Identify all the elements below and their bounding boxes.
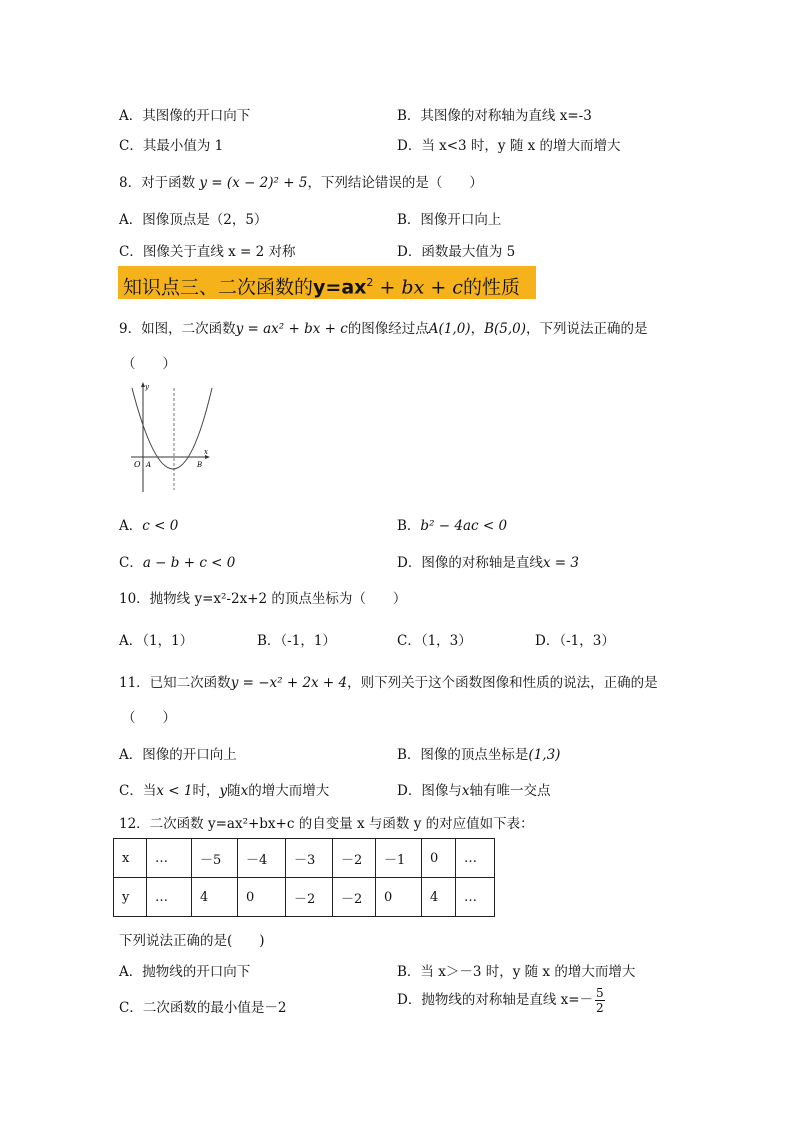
section-heading [118, 266, 536, 299]
table-cell: … [147, 839, 192, 878]
q9-point-a: A(1,0) [428, 321, 471, 337]
table-cell: … [456, 878, 495, 917]
q9-option-a-label: A． [119, 518, 143, 534]
q11-option-d-pre: D．图像与 [397, 783, 462, 799]
q11-paren: （ ） [122, 710, 176, 726]
table-cell: 0 [238, 878, 286, 917]
q9-stem-post: ，下列说法正确的是 [526, 321, 648, 337]
q9-option-d-math: x = 3 [542, 555, 579, 571]
q9-option-c-label: C． [119, 555, 143, 571]
q7-option-c: C．其最小值为 1 [119, 138, 224, 154]
section-heading-formula-a: y=ax [313, 276, 367, 299]
q12-option-a: A．抛物线的开口向下 [119, 964, 251, 980]
q9-paren: （ ） [122, 356, 176, 372]
table-cell: －2 [333, 878, 376, 917]
q9-sep: ， [470, 321, 485, 337]
q12-stem: 12．二次函数 y=ax²+bx+c 的自变量 x 与函数 y 的对应值如下表： [119, 816, 534, 832]
q12-option-b: B．当 x＞－3 时，y 随 x 的增大而增大 [397, 964, 636, 980]
table-cell: －3 [286, 839, 333, 878]
q11-option-c-math: x < 1 [156, 783, 193, 799]
q8-formula: y = (x − 2)² + 5 [199, 175, 308, 191]
section-heading-prefix: 知识点三、二次函数的 [123, 276, 314, 299]
q8-option-d: D．函数最大值为 5 [397, 244, 516, 260]
table-cell: y [114, 878, 147, 917]
q12-option-d-pre: D．抛物线的对称轴是直线 x=－ [397, 992, 594, 1008]
y-axis-label: y [145, 383, 149, 391]
q7-option-d: D．当 x<3 时，y 随 x 的增大而增大 [397, 138, 621, 154]
q9-option-b-math: b² − 4ac < 0 [420, 518, 508, 534]
table-cell: x [114, 839, 147, 878]
q11-option-d-post: 轴有唯一交点 [469, 783, 551, 799]
q11-option-d-x: x [461, 783, 470, 799]
origin-label: O [134, 460, 141, 469]
table-cell: －5 [192, 839, 238, 878]
table-cell: －2 [333, 839, 376, 878]
q9-option-c [119, 551, 235, 571]
table-cell: 4 [192, 878, 238, 917]
point-a-label: A [146, 461, 152, 469]
q8-option-b: B．图像开口向上 [397, 212, 502, 228]
table-row-x [114, 839, 495, 878]
q11-option-d [397, 779, 550, 799]
q12-option-d-fraction [595, 986, 605, 1015]
q11-option-c [119, 779, 329, 799]
table-cell: 4 [422, 878, 456, 917]
q9-option-b [397, 514, 507, 534]
q11-option-c-mid: 时， [192, 783, 220, 799]
q11-option-c-y: y [219, 783, 228, 799]
table-cell: 0 [376, 878, 422, 917]
q8-option-c: C．图像关于直线 x = 2 对称 [119, 244, 296, 260]
table-cell: －4 [238, 839, 286, 878]
q9-stem-mid: 的图像经过点 [347, 321, 429, 337]
q11-option-c-post: 的增大而增大 [248, 783, 330, 799]
x-axis-label: x [204, 448, 208, 456]
table-row-y [114, 878, 495, 917]
q9-option-d-label: D．图像的对称轴是直线 [397, 555, 543, 571]
q11-option-b-label: B．图像的顶点坐标是 [397, 747, 529, 763]
q11-option-c-pre: C．当 [119, 783, 157, 799]
q12-value-table [113, 838, 495, 917]
q9-parabola-figure [126, 380, 218, 495]
q9-option-b-label: B． [397, 518, 421, 534]
q9-point-b: B(5,0) [484, 321, 526, 337]
q9-option-c-math: a − b + c < 0 [142, 555, 236, 571]
q8-stem-pre: 8．对于函数 [119, 175, 196, 191]
table-cell: －2 [286, 878, 333, 917]
q9-option-d [397, 551, 579, 571]
point-b-label: B [197, 461, 203, 469]
section-heading-formula-b: + bx + c [373, 276, 463, 299]
q9-option-a [119, 514, 178, 534]
q11-option-c-mid2: 随 [227, 783, 241, 799]
q8-stem [119, 171, 483, 191]
section-heading-suffix: 的性质 [462, 276, 520, 299]
q11-stem-post: ，则下列关于这个函数图像和性质的说法，正确的是 [347, 675, 658, 691]
q9-stem-pre: 9．如图，二次函数 [119, 321, 236, 337]
table-cell: 0 [422, 839, 456, 878]
table-cell: … [147, 878, 192, 917]
q11-formula: y = −x² + 2x + 4 [230, 675, 348, 691]
q12-option-d [397, 986, 605, 1015]
q8-stem-post: ，下列结论错误的是（ ） [307, 175, 483, 191]
q10-option-a: A．（1，1） [119, 633, 194, 649]
q10-option-c: C．（1，3） [397, 633, 472, 649]
q12-option-c: C．二次函数的最小值是－2 [119, 1000, 287, 1016]
q9-option-a-math: c < 0 [142, 518, 179, 534]
q10-option-b: B．（-1，1） [257, 633, 336, 649]
q11-option-c-x: x [240, 783, 249, 799]
q10-option-d: D．（-1，3） [535, 633, 615, 649]
q11-stem-pre: 11．已知二次函数 [119, 675, 231, 691]
q11-option-b-math: (1,3) [528, 747, 561, 763]
q12-prompt: 下列说法正确的是( ) [119, 933, 265, 949]
q11-option-a: A．图像的开口向上 [119, 747, 237, 763]
q11-option-b [397, 743, 560, 763]
table-cell: … [456, 839, 495, 878]
q7-option-b: B．其图像的对称轴为直线 x=-3 [397, 108, 592, 124]
q9-formula: y = ax² + bx + c [235, 321, 348, 337]
section-heading-sup: 2 [366, 276, 374, 289]
fraction-denominator: 2 [596, 1001, 604, 1015]
q7-option-a: A．其图像的开口向下 [119, 108, 251, 124]
q8-option-a: A．图像顶点是（2，5） [119, 212, 268, 228]
fraction-numerator: 5 [596, 986, 604, 1000]
q9-stem [119, 317, 648, 337]
q10-stem: 10．抛物线 y=x²-2x+2 的顶点坐标为（ ） [119, 591, 407, 607]
table-cell: －1 [376, 839, 422, 878]
q11-stem [119, 671, 658, 691]
